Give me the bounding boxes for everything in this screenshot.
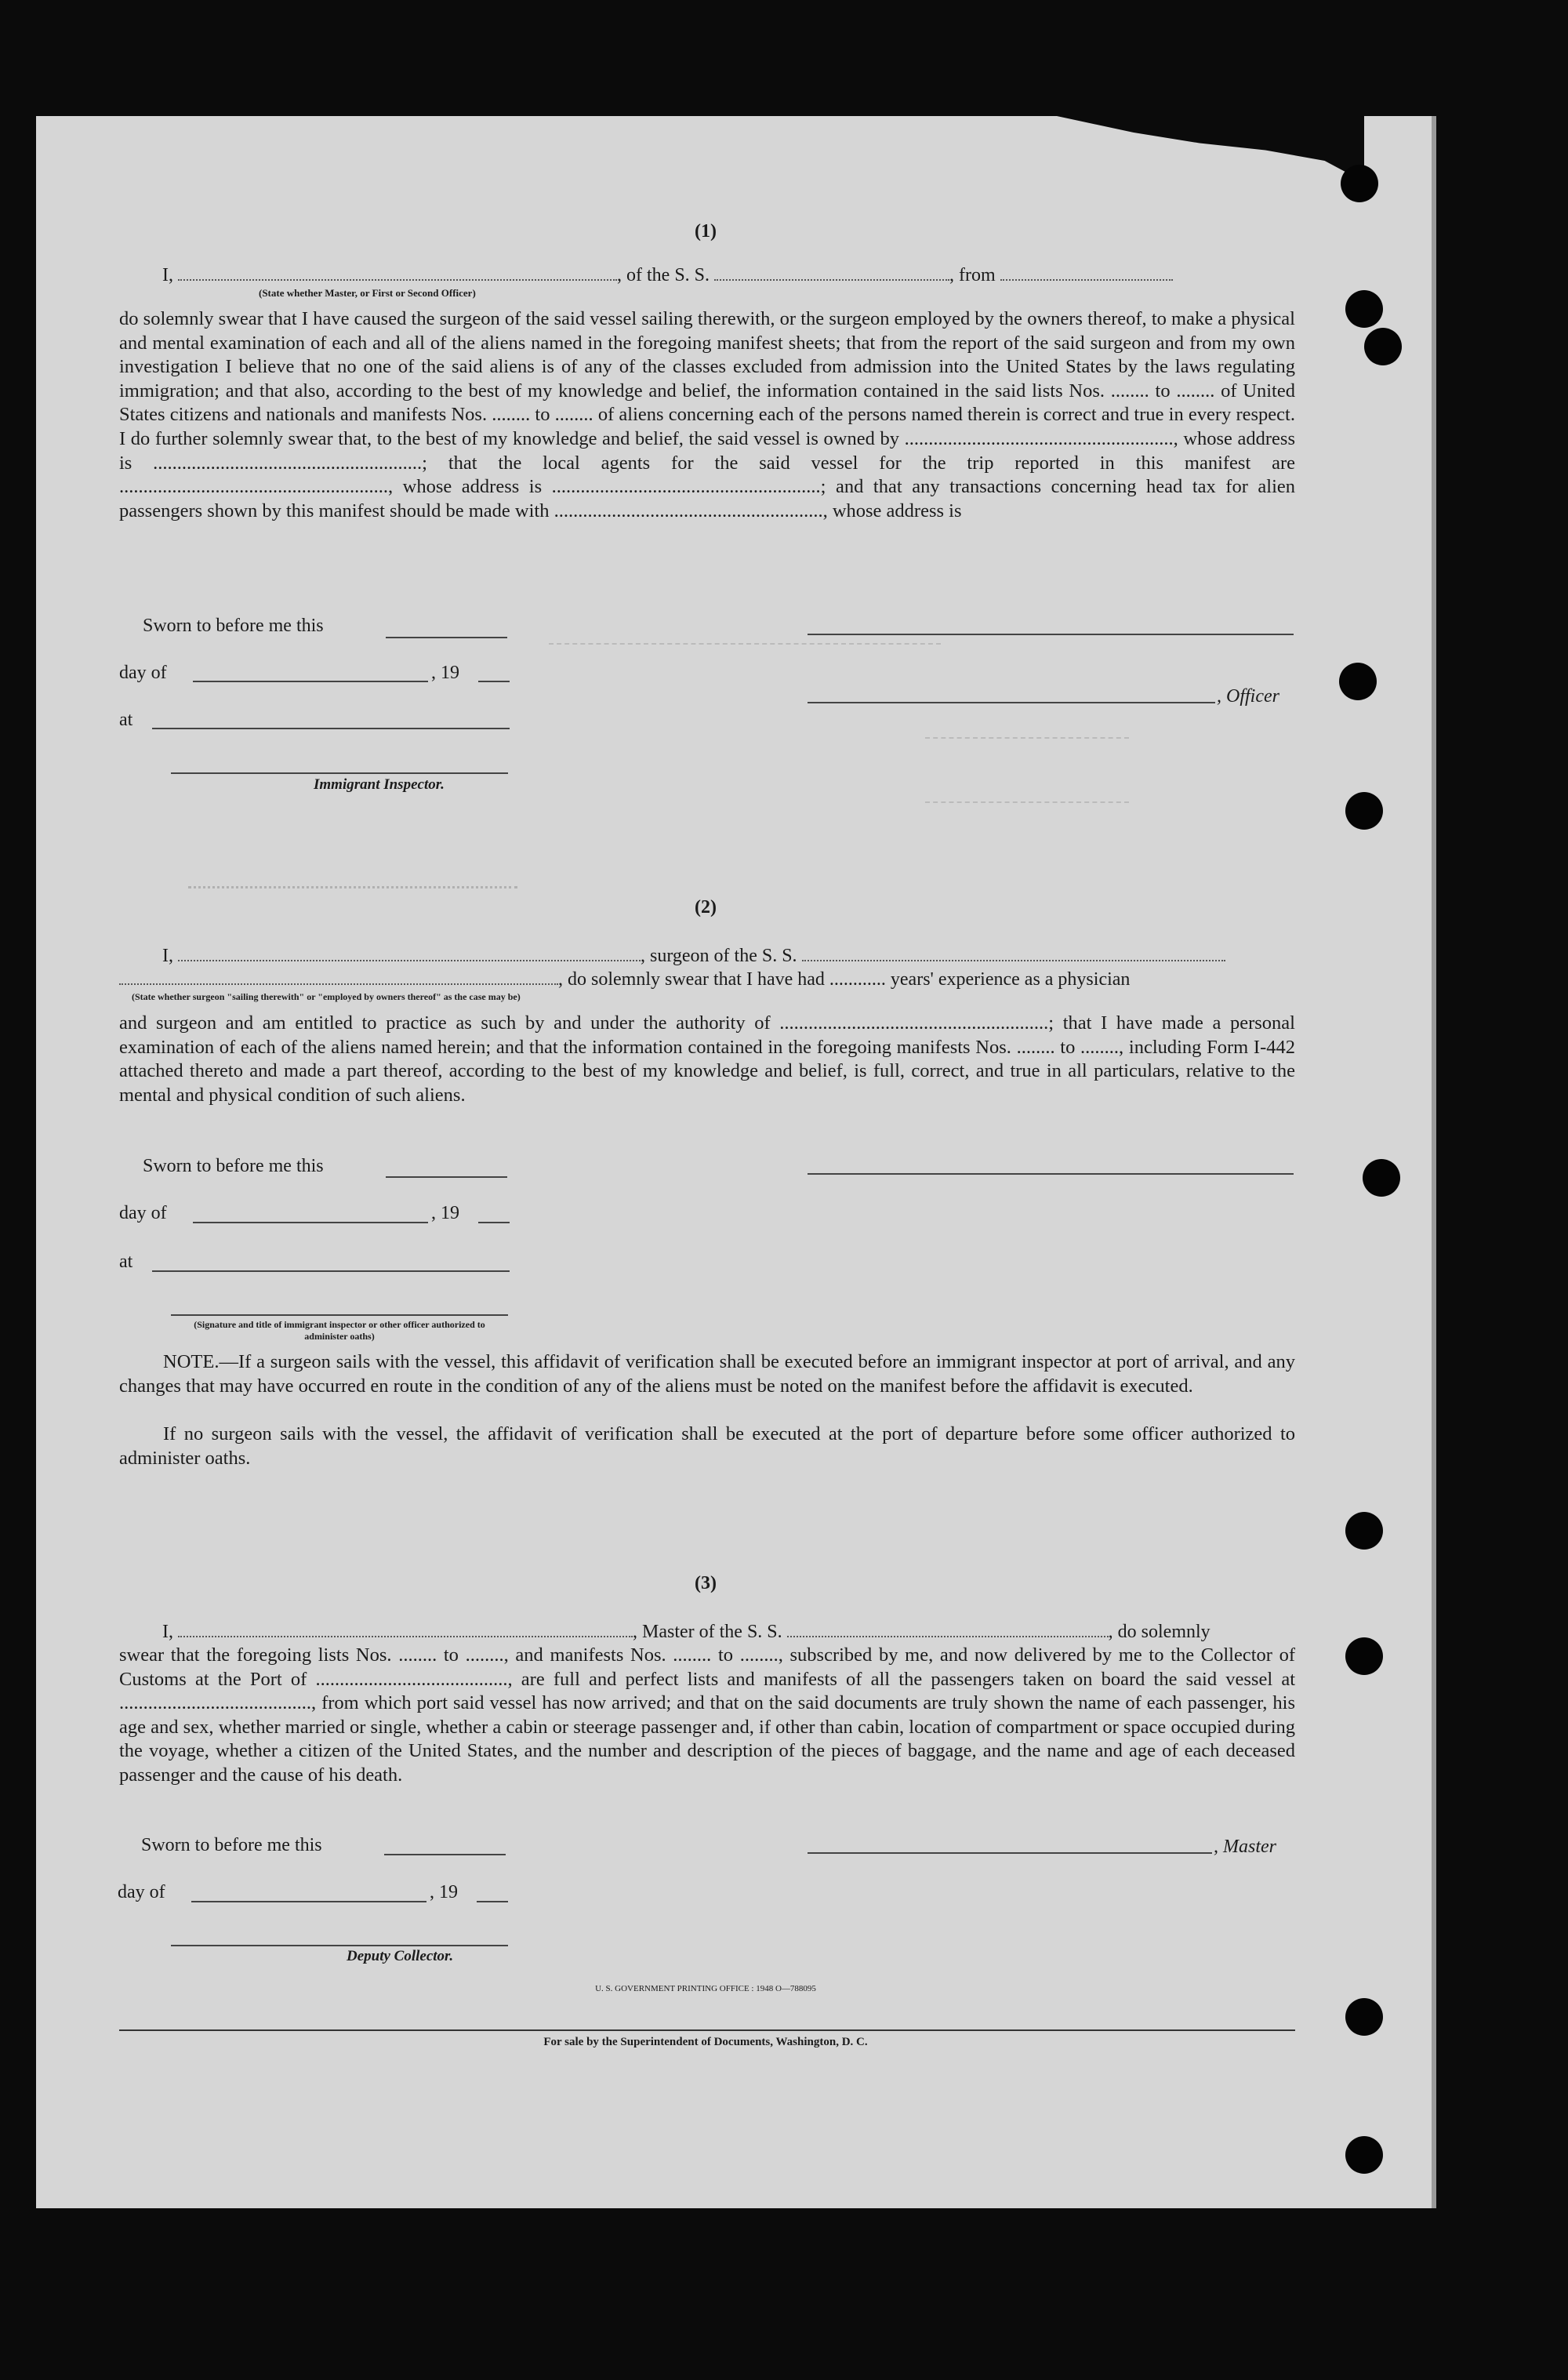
master-name-blank	[178, 1622, 633, 1637]
section-3-number: (3)	[695, 1573, 717, 1593]
punch-hole	[1345, 792, 1383, 830]
surgeon-signature-line	[808, 1173, 1294, 1175]
punch-hole	[1345, 1998, 1383, 2036]
surgeon-name-blank	[178, 946, 641, 961]
day-blank-1	[193, 681, 428, 682]
officer-name-blank	[178, 265, 617, 281]
inspector-signature-line-2	[171, 1314, 508, 1316]
from-label: , from	[949, 265, 996, 285]
year-label-1: , 19	[431, 663, 459, 683]
year-blank-3	[477, 1901, 508, 1902]
section-1-number: (1)	[695, 221, 717, 242]
master-of-ss-label: , Master of the S. S.	[633, 1622, 782, 1642]
section-3-oath-line	[119, 1620, 1295, 1644]
vessel-name-blank	[714, 265, 949, 281]
punch-hole	[1363, 1159, 1400, 1197]
punch-hole	[1345, 1637, 1383, 1675]
punch-hole	[1345, 290, 1383, 328]
inspector-caption: Immigrant Inspector.	[314, 776, 445, 793]
surgeon-status-caption: (State whether surgeon "sailing therewith" or "employed by owners thereof" as the case may be)	[132, 991, 521, 1002]
surgeon-vessel-blank	[802, 946, 1225, 961]
sale-notice: For sale by the Superintendent of Documents, Washington, D. C.	[543, 2036, 868, 2048]
master-caption: , Master	[1214, 1837, 1276, 1857]
day-label-3: day of	[118, 1882, 165, 1902]
surgeon-of-ss-label: , surgeon of the S. S.	[641, 946, 797, 966]
sworn-label-2: Sworn to before me this	[143, 1156, 324, 1176]
experience-label: , do solemnly swear that I have had ............ years' experience as a physician	[558, 969, 1131, 990]
signature-title-caption: (Signature and title of immigrant inspector or other officer authorized to administer oaths)	[194, 1319, 485, 1342]
day-label-1: day of	[119, 663, 167, 683]
punch-hole	[1341, 165, 1378, 202]
sworn-label-1: Sworn to before me this	[143, 616, 324, 636]
year-blank-2	[478, 1222, 510, 1223]
collector-signature-line	[171, 1945, 508, 1946]
section-2-number: (2)	[695, 897, 717, 917]
officer-signature-line-2	[808, 702, 1215, 703]
punch-hole	[1345, 1512, 1383, 1550]
at-blank-1	[152, 728, 510, 729]
bleed-through	[549, 612, 941, 645]
do-solemnly-label: , do solemnly	[1108, 1622, 1210, 1642]
surgeon-status-blank	[119, 969, 558, 985]
at-label-1: at	[119, 710, 133, 730]
gpo-imprint: U. S. GOVERNMENT PRINTING OFFICE : 1948 O—788095	[595, 1984, 816, 1993]
day-blank-2	[193, 1222, 428, 1223]
officer-caption: , Officer	[1217, 686, 1279, 707]
year-label-2: , 19	[431, 1203, 459, 1223]
punch-hole	[1345, 2136, 1383, 2174]
sworn-date-blank-1	[386, 637, 507, 638]
section-1-oath-line	[119, 263, 1295, 287]
year-blank-1	[478, 681, 510, 682]
note-paragraph-1: NOTE.—If a surgeon sails with the vessel, this affidavit of verification shall be executed before an immigrant inspector at port of arrival, and any changes that may have occurred en route in the condition of any of the aliens must be noted on the manifest before the affidavit is executed.	[119, 1351, 1295, 1397]
note-paragraph-2: If no surgeon sails with the vessel, the affidavit of verification shall be executed at the port of departure before some officer authorized to administer oaths.	[119, 1423, 1295, 1469]
sworn-label-3: Sworn to before me this	[141, 1835, 322, 1855]
section-2-oath-line	[119, 944, 1295, 968]
punch-hole	[1339, 663, 1377, 700]
day-label-2: day of	[119, 1203, 167, 1223]
sworn-date-blank-2	[386, 1176, 507, 1178]
officer-rank-caption: (State whether Master, or First or Second Officer)	[259, 287, 476, 299]
from-port-blank	[1000, 265, 1173, 281]
section-3-oath-text: swear that the foregoing lists Nos. ........ to ........, and manifests Nos. ........ to ........, subscribed by me, and now delivered by me to the Collector of Customs at the Port of ........................................, are full and perfect lists and manifests of all the passengers taken on board the said vessel at ........................................, from which port said vessel has now arrived; and that on the said documents are truly shown the name of each passenger, his age and sex, whether married or single, whether a cabin or steerage passenger and, if other than cabin, location of compartment or space occupied during the voyage, whether a citizen of the United States, and the number and description of the pieces of baggage, and the name and age of each deceased passenger and the cause of his death.	[119, 1644, 1295, 1786]
pronoun-i-3: I,	[162, 1622, 173, 1642]
footer-rule	[119, 2029, 1295, 2031]
master-vessel-blank	[787, 1622, 1109, 1637]
section-1-oath-text: do solemnly swear that I have caused the surgeon of the said vessel sailing therewith, or the surgeon employed by the owners thereof, to make a physical and mental examination of each and all of the aliens named in the foregoing manifest sheets; that from the report of the said surgeon and from my own investigation I believe that no one of the said aliens is of any of the classes excluded from admission into the United States by the laws regulating immigration; and that also, according to the best of my knowledge and belief, the information contained in the said lists Nos. ........ to ........ of United States citizens and nationals and manifests Nos. ........ to ........ of aliens concerning each of the persons named therein is correct and true in every respect. I do further solemnly swear that, to the best of my knowledge and belief, the said vessel is owned by ........................................................, whose address is ........................................................; that the local agents for the said vessel for the trip reported in this manifest are ........................................................, whose address is ........................................................; and that any transactions concerning head tax for alien passengers shown by this manifest should be made with ........................................................, whose address is	[119, 308, 1295, 521]
officer-signature-line-1	[808, 634, 1294, 635]
at-label-2: at	[119, 1252, 133, 1272]
at-blank-2	[152, 1270, 510, 1272]
bleed-through	[188, 886, 517, 888]
section-2-experience-line	[119, 968, 1295, 991]
of-ss-label: , of the S. S.	[617, 265, 710, 285]
year-label-3: , 19	[430, 1882, 458, 1902]
collector-caption: Deputy Collector.	[347, 1948, 454, 1964]
punch-hole	[1364, 328, 1402, 365]
master-signature-line	[808, 1852, 1212, 1854]
day-blank-3	[191, 1901, 426, 1902]
bleed-through	[925, 737, 1129, 803]
section-2-oath-text: and surgeon and am entitled to practice as such by and under the authority of ........................................................; that I have made a personal examination of each of the aliens named herein; and that the information contained in the foregoing manifests Nos. ........ to ........, including Form I-442 attached thereto and made a part thereof, according to the best of my knowledge and belief, is full, correct, and true in all particulars, relative to the mental and physical condition of such aliens.	[119, 1012, 1295, 1106]
pronoun-i: I,	[162, 265, 173, 285]
pronoun-i-2: I,	[162, 946, 173, 966]
sworn-date-blank-3	[384, 1854, 506, 1855]
inspector-signature-line	[171, 772, 508, 774]
